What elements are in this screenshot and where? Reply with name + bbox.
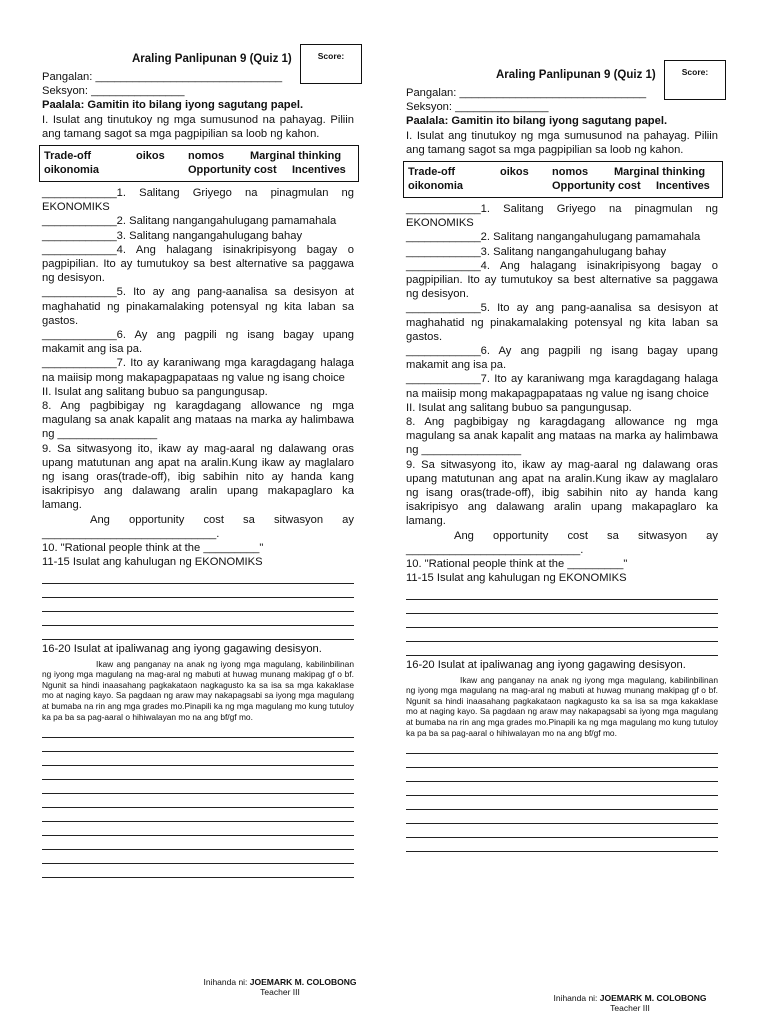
teacher-name: JOEMARK M. COLOBONG <box>249 977 357 987</box>
part2-instructions: II. Isulat ang salitang bubuo sa pangungusap. <box>42 385 268 398</box>
header-row <box>406 66 718 86</box>
answer-line[interactable] <box>42 766 354 780</box>
answer-line[interactable] <box>406 628 718 642</box>
reminder: Paalala: Gamitin ito bilang iyong sagutang papel. <box>406 115 668 128</box>
choice <box>136 163 188 177</box>
answer-lines <box>42 724 354 878</box>
answer-line[interactable] <box>42 794 354 808</box>
choice: Marginal thinking <box>250 150 342 163</box>
choice: oikos <box>136 150 165 163</box>
teacher-name: JOEMARK M. COLOBONG <box>599 993 707 1003</box>
answer-lines <box>406 740 718 852</box>
story-paragraph <box>406 675 718 739</box>
question-item-9: 9. Sa sitwasyong ito, ikaw ay mag-aaral ng dalawang oras upang matutunan ang apat na aralin.Kung ikaw ay maglalaro ng isang oras(trade-off), ibig sabihin nito ay handa kang isakripisyo ang dalawang aralin upang makapaglaro ka lamang. <box>42 442 354 512</box>
story-paragraph <box>42 659 354 723</box>
question-item: ____________1. Salitang Griyego na pinagmulan ng EKONOMIKS <box>42 187 354 214</box>
prepared-by-right <box>550 993 710 1013</box>
teacher-title: Teacher III <box>260 987 300 997</box>
score-label: Score: <box>681 67 709 77</box>
answer-line[interactable] <box>42 626 354 640</box>
choice: nomos <box>552 166 589 179</box>
choice: Trade-off <box>408 166 456 179</box>
answer-line[interactable] <box>42 864 354 878</box>
answer-lines <box>42 570 354 640</box>
choice: Opportunity cost <box>552 180 641 193</box>
part1-instructions: I. Isulat ang tinutukoy ng mga sumusunod na pahayag. Piliin ang tamang sagot sa mga pagpipilian sa loob ng kahon. <box>42 113 354 140</box>
answer-line[interactable] <box>42 598 354 612</box>
choices-row <box>408 165 718 179</box>
part2-instructions: II. Isulat ang salitang bubuo sa pangungusap. <box>406 401 632 414</box>
answer-line[interactable] <box>406 838 718 852</box>
question-item: ____________3. Salitang nangangahulugang bahay <box>42 229 303 242</box>
question-item-10: 10. "Rational people think at the _________" <box>406 558 628 571</box>
choices-row <box>44 149 354 163</box>
question-item: ____________4. Ang halagang isinakripisyong bagay o pagpipilian. Ito ay tumutukoy sa best alternative sa paggawa ng desisyon. <box>406 259 718 301</box>
answer-line[interactable] <box>406 740 718 754</box>
quiz-sheet-left <box>42 50 354 878</box>
question-item: ____________6. Ay ang pagpili ng isang bagay upang makamit ang isa pa. <box>406 345 718 372</box>
question-item-9b: Ang opportunity cost sa sitwasyon ay ____________________________. <box>42 513 354 540</box>
reminder: Paalala: Gamitin ito bilang iyong sagutang papel. <box>42 99 304 112</box>
question-item-9b: Ang opportunity cost sa sitwasyon ay ____________________________. <box>406 529 718 556</box>
answer-line[interactable] <box>42 612 354 626</box>
prepared-by-label: Inihanda ni: <box>553 993 598 1003</box>
score-box <box>664 60 726 100</box>
choice: Marginal thinking <box>614 166 706 179</box>
answer-line[interactable] <box>42 850 354 864</box>
answer-line[interactable] <box>42 808 354 822</box>
teacher-title: Teacher III <box>610 1003 650 1013</box>
answer-line[interactable] <box>42 836 354 850</box>
choice: oikonomia <box>408 180 464 193</box>
answer-lines <box>406 586 718 656</box>
section-line: Seksyon: _______________ <box>406 101 549 114</box>
question-item: ____________4. Ang halagang isinakripisyong bagay o pagpipilian. Ito ay tumutukoy sa best alternative sa paggawa ng desisyon. <box>42 243 354 285</box>
answer-line[interactable] <box>42 570 354 584</box>
quiz-title: Araling Panlipunan 9 (Quiz 1) <box>496 69 656 81</box>
prepared-by-left <box>200 977 360 997</box>
name-line: Pangalan: ______________________________ <box>42 71 283 83</box>
question-item-16: 16-20 Isulat at ipaliwanag ang iyong gagawing desisyon. <box>42 642 322 655</box>
story-text: Ikaw ang panganay na anak ng iyong mga magulang, kabilinbilinan ng iyong mga magulang na mag-aral ng mabuti at huwag munang makipag gf o bf. Ngunit sa hindi inaasahang pagkakataon nagkagusto ka sa isa sa mga kakaklase mo at naging kayo. Sa pagdaan ng araw may nakapagsabi sa iyong mga magulang at bumaba na rin ang mga grades mo.Pinapili ka ng mga magulang mo kung tutuloy ka pa ba sa pag-aaral o hihiwalayan mo na ang bf/gf mo. <box>406 674 718 738</box>
quiz-title: Araling Panlipunan 9 (Quiz 1) <box>132 53 292 65</box>
question-item-16: 16-20 Isulat at ipaliwanag ang iyong gagawing desisyon. <box>406 658 686 671</box>
choices-row <box>408 179 718 193</box>
question-item-8: 8. Ang pagbibigay ng karagdagang allowance ng mga magulang sa anak kapalit ang mataas na marka ay halimbawa ng ________________ <box>406 416 718 457</box>
choice: oikonomia <box>44 164 100 177</box>
question-item-8: 8. Ang pagbibigay ng karagdagang allowance ng mga magulang sa anak kapalit ang mataas na marka ay halimbawa ng ________________ <box>42 400 354 441</box>
answer-line[interactable] <box>406 600 718 614</box>
choice: Opportunity cost <box>188 164 277 177</box>
story-text: Ikaw ang panganay na anak ng iyong mga magulang, kabilinbilinan ng iyong mga magulang na mag-aral ng mabuti at huwag munang makipag gf o bf. Ngunit sa hindi inaasahang pagkakataon nagkagusto ka sa isa sa mga kakaklase mo at naging kayo. Sa pagdaan ng araw may nakapagsabi sa iyong mga magulang at bumaba na rin ang mga grades mo.Pinapili ka ng mga magulang mo kung tutuloy ka pa ba sa pag-aaral o hihiwalayan mo na ang bf/gf mo. <box>42 658 354 722</box>
choice: nomos <box>188 150 225 163</box>
answer-line[interactable] <box>406 614 718 628</box>
choices-box <box>39 145 359 182</box>
question-item: ____________5. Ito ay ang pang-aanalisa sa desisyon at maghahatid ng pinakamalaking potensyal ng kita laban sa gastos. <box>42 286 354 327</box>
question-item: ____________1. Salitang Griyego na pinagmulan ng EKONOMIKS <box>406 203 718 230</box>
answer-line[interactable] <box>406 796 718 810</box>
answer-line[interactable] <box>406 586 718 600</box>
prepared-by-label: Inihanda ni: <box>203 977 248 987</box>
choice: Incentives <box>656 180 710 193</box>
choice: Trade-off <box>44 150 92 163</box>
choice <box>500 179 552 193</box>
question-item-11: 11-15 Isulat ang kahulugan ng EKONOMIKS <box>406 572 627 585</box>
section-line: Seksyon: _______________ <box>42 85 185 98</box>
question-item: ____________2. Salitang nangangahulugang pamamahala <box>406 231 701 244</box>
header-row <box>42 50 354 70</box>
question-item-9: 9. Sa sitwasyong ito, ikaw ay mag-aaral ng dalawang oras upang matutunan ang apat na aralin.Kung ikaw ay maglalaro ng isang oras(trade-off), ibig sabihin nito ay handa kang isakripisyo ang dalawang aralin upang makapaglaro ka lamang. <box>406 458 718 528</box>
answer-line[interactable] <box>406 768 718 782</box>
answer-line[interactable] <box>42 822 354 836</box>
choice: Incentives <box>292 164 346 177</box>
quiz-sheet-right <box>406 66 718 852</box>
answer-line[interactable] <box>42 752 354 766</box>
question-item-10: 10. "Rational people think at the _________" <box>42 542 264 555</box>
part1-instructions: I. Isulat ang tinutukoy ng mga sumusunod na pahayag. Piliin ang tamang sagot sa mga pagpipilian sa loob ng kahon. <box>406 129 718 156</box>
choice: oikos <box>500 166 529 179</box>
answer-line[interactable] <box>42 738 354 752</box>
answer-line[interactable] <box>406 824 718 838</box>
answer-line[interactable] <box>406 782 718 796</box>
question-item: ____________2. Salitang nangangahulugang pamamahala <box>42 215 337 228</box>
score-box <box>300 44 362 84</box>
answer-line[interactable] <box>406 642 718 656</box>
answer-line[interactable] <box>406 754 718 768</box>
answer-line[interactable] <box>42 724 354 738</box>
question-item: ____________6. Ay ang pagpili ng isang bagay upang makamit ang isa pa. <box>42 329 354 356</box>
score-label: Score: <box>317 51 345 61</box>
question-item: ____________7. Ito ay karaniwang mga karagdagang halaga na maiisip mong makapagpapataas ng value ng isang choice <box>406 373 718 400</box>
question-item: ____________3. Salitang nangangahulugang bahay <box>406 245 667 258</box>
answer-line[interactable] <box>42 584 354 598</box>
choices-box <box>403 161 723 198</box>
question-item-11: 11-15 Isulat ang kahulugan ng EKONOMIKS <box>42 556 263 569</box>
question-item: ____________5. Ito ay ang pang-aanalisa sa desisyon at maghahatid ng pinakamalaking potensyal ng kita laban sa gastos. <box>406 302 718 343</box>
answer-line[interactable] <box>406 810 718 824</box>
name-line: Pangalan: ______________________________ <box>406 87 647 99</box>
answer-line[interactable] <box>42 780 354 794</box>
choices-row <box>44 163 354 177</box>
question-item: ____________7. Ito ay karaniwang mga karagdagang halaga na maiisip mong makapagpapataas ng value ng isang choice <box>42 357 354 384</box>
